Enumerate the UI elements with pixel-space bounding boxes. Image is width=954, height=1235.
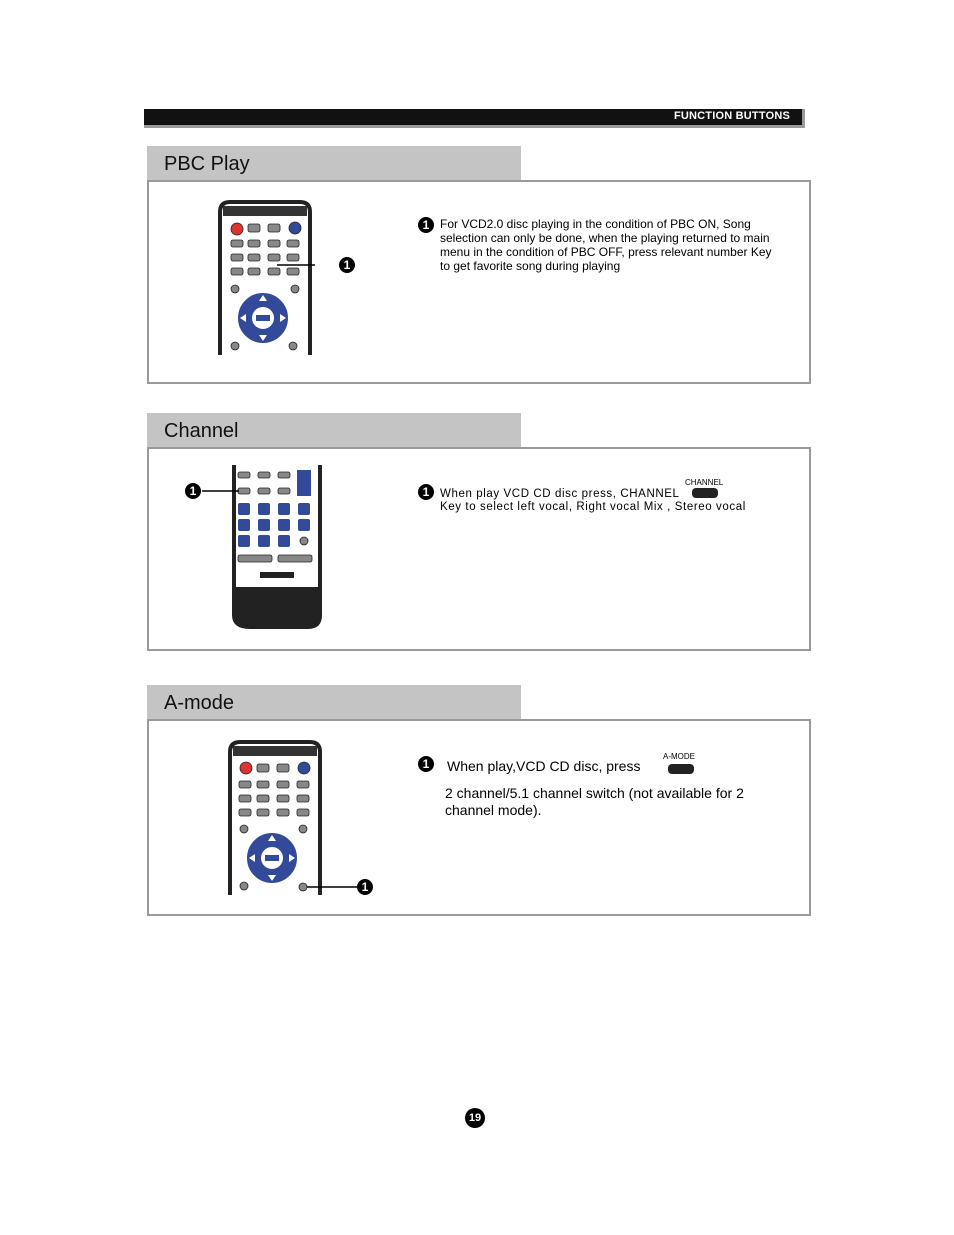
a-mode-description-line2: 2 channel/5.1 channel switch (not available for 2 channel mode).: [445, 785, 744, 818]
page-number: 19: [465, 1108, 485, 1128]
pbc-callout-marker: 1: [339, 257, 355, 273]
channel-key-icon: [692, 488, 718, 498]
a-mode-callout-marker: 1: [357, 879, 373, 895]
remote-control-illustration: [215, 200, 315, 355]
section-header-title: FUNCTION BUTTONS: [673, 110, 790, 122]
pbc-play-tab: [147, 146, 521, 182]
channel-description-line1: When play VCD CD disc press, CHANNEL: [440, 488, 680, 500]
remote-control-amode-illustration: [225, 740, 385, 895]
channel-key-label: CHANNEL: [685, 478, 724, 487]
channel-title: Channel: [164, 420, 239, 442]
a-mode-tab: [147, 685, 521, 721]
pbc-play-title: PBC Play: [164, 153, 250, 175]
pbc-play-description: For VCD2.0 disc playing in the condition of PBC ON, Song selection can only be done, when the playing returned to main menu in the condition of PBC OFF, press relevant number Key to get favorite song during playing: [440, 217, 772, 273]
remote-control-lower-illustration: [180, 465, 330, 635]
a-mode-key-icon: [668, 764, 694, 774]
channel-description-marker: 1: [418, 484, 434, 500]
a-mode-description-line1: When play,VCD CD disc, press: [447, 758, 641, 774]
a-mode-description-marker: 1: [418, 756, 434, 772]
a-mode-key-label: A-MODE: [663, 752, 695, 761]
channel-callout-marker: 1: [185, 483, 201, 499]
a-mode-title: A-mode: [164, 692, 235, 714]
channel-description-line2: Key to select left vocal, Right vocal Mix , Stereo vocal: [440, 501, 746, 513]
channel-tab: [147, 413, 521, 449]
pbc-description-marker: 1: [418, 217, 434, 233]
section-header-bar: [144, 109, 805, 128]
